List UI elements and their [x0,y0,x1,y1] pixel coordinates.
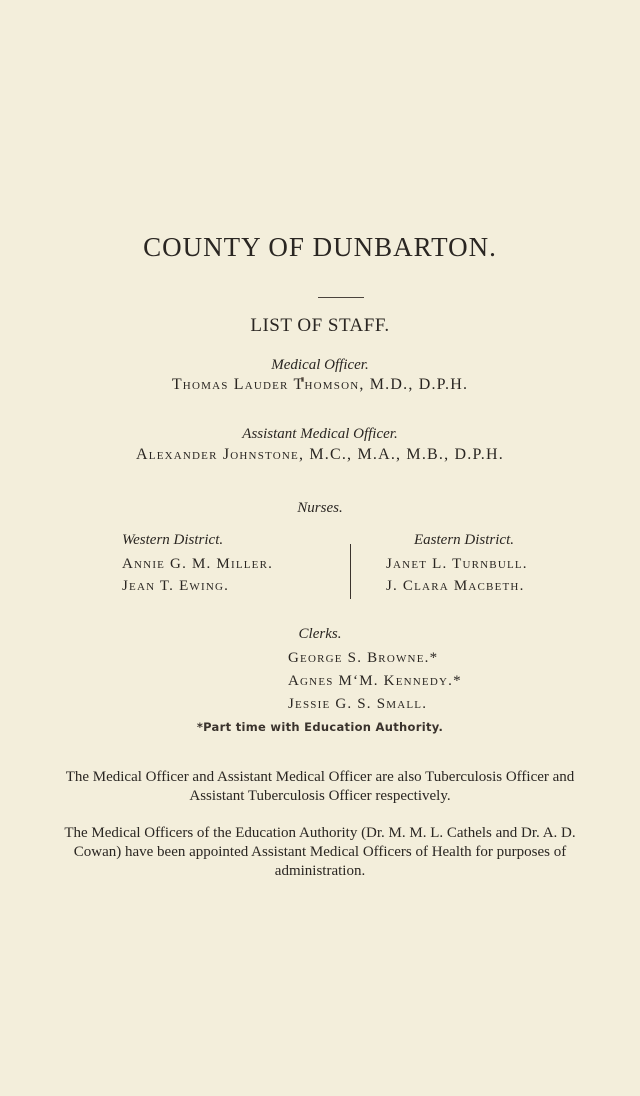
footnote: *Part time with Education Authority. [196,720,444,734]
assistant-medical-officer-name: Alexander Johnstone, M.C., M.A., M.B., D.P.H. [136,446,504,463]
western-district-heading: Western District. [122,532,224,548]
medical-officer-name: Thomas Lauder Thomson, M.D., D.P.H. [171,376,469,393]
document-subtitle: LIST OF STAFF. [250,315,390,336]
clerk-name: George S. Browne.* [288,650,439,666]
tuberculosis-paragraph: The Medical Officer and Assistant Medical Officer are also Tuberculosis Officer and Assistant Tuberculosis Officer respectively. [65,769,575,804]
eastern-nurse-name: Janet L. Turnbull. [386,556,528,572]
western-district-column [122,532,273,600]
eastern-nurse-name: J. Clara Macbeth. [386,578,525,594]
clerk-name: Agnes M‘M. Kennedy.* [288,673,462,689]
medical-officer-caption: Medical Officer. [271,357,369,373]
title-divider [318,297,364,298]
clerks-caption: Clerks. [298,626,342,642]
western-nurse-name: Annie G. M. Miller. [122,556,274,572]
eastern-district-column [386,532,528,600]
document-title: COUNTY OF DUNBARTON. [143,232,497,262]
assistant-medical-officer-caption: Assistant Medical Officer. [242,426,398,442]
clerks-list [288,650,462,719]
western-nurse-name: Jean T. Ewing. [122,578,230,594]
clerk-name: Jessie G. S. Small. [288,696,428,712]
eastern-district-heading: Eastern District. [414,532,514,548]
column-divider [350,544,351,599]
education-authority-paragraph: The Medical Officers of the Education Authority (Dr. M. M. L. Cathels and Dr. A. D. Cowan) have been appointed Assistant Medical Officers of Health for purposes of administration. [64,825,576,879]
nurses-caption: Nurses. [297,500,343,516]
